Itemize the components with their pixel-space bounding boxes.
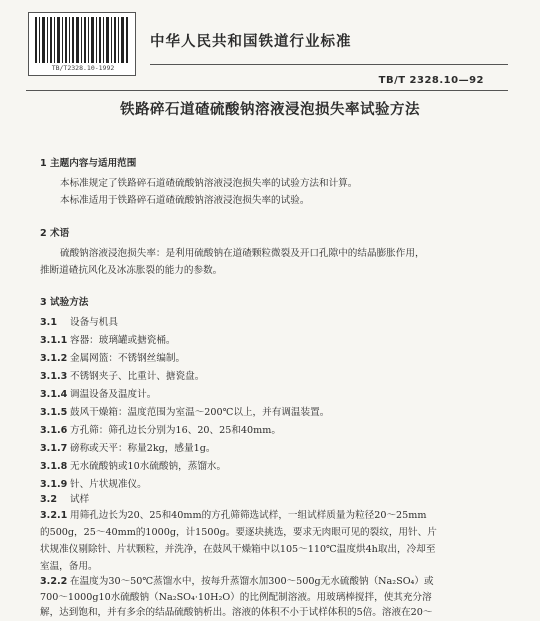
organization-name: 中华人民共和国铁道行业标准 bbox=[150, 34, 352, 50]
subsection-3-2 bbox=[40, 494, 89, 506]
list-item: 3.1.5 鼓风干燥箱：温度范围为室温～200℃以上，并有调温装置。 bbox=[40, 407, 330, 418]
barcode-text: TB/T2328.10-1992 bbox=[51, 64, 115, 72]
section-3-heading: 3 试验方法 bbox=[40, 297, 89, 308]
subsection-title: 设备与机具 bbox=[70, 317, 118, 328]
paragraph-3-2-2-line-1: 3.2.2 在温度为30～50℃蒸馏水中，按每升蒸馏水加300～500g无水硫酸钠（Na₂SO₄）或 bbox=[40, 576, 434, 587]
list-item: 3.1.9 针、片状规准仪。 bbox=[40, 479, 147, 490]
paragraph-3-2-1-line-3: 状规准仪剔除针、片状颗粒，并洗净，在鼓风干燥箱中以105～110℃温度烘4h取出，冷却至 bbox=[40, 544, 436, 555]
subsection-title: 试样 bbox=[70, 494, 90, 505]
subsection-number: 3.1 bbox=[40, 317, 57, 328]
section-2-para-line-2: 推断道碴抗风化及冰冻胀裂的能力的参数。 bbox=[40, 265, 223, 276]
list-item: 3.1.1 容器：玻璃罐或搪瓷桶。 bbox=[40, 335, 176, 346]
paragraph-3-2-1-line-2: 的500g，25～40mm的1000g，计1500g。要逐块挑选，要求无肉眼可见的裂纹，用针、片 bbox=[40, 527, 437, 538]
title-rule bbox=[26, 90, 508, 91]
list-item: 3.1.8 无水硫酸钠或10水硫酸钠，蒸馏水。 bbox=[40, 461, 227, 472]
list-item: 3.1.4 调温设备及温度计。 bbox=[40, 389, 157, 400]
document-title: 铁路碎石道碴硫酸钠溶液浸泡损失率试验方法 bbox=[120, 102, 420, 118]
paragraph-3-2-2-line-2: 700～1000g10水硫酸钠（Na₂SO₄·10H₂O）的比例配制溶液。用玻璃棒搅拌，使其充分溶 bbox=[40, 592, 432, 603]
barcode-stamp bbox=[28, 12, 136, 76]
list-item: 3.1.6 方孔筛：筛孔边长分别为16、20、25和40mm。 bbox=[40, 425, 281, 436]
barcode-icon bbox=[35, 17, 129, 63]
paragraph-3-2-2-line-3: 解，达到饱和，并有多余的结晶硫酸钠析出。溶液的体积不小于试样体积的5倍。溶液在20～ bbox=[40, 607, 433, 618]
list-item: 3.1.7 磅称或天平：称量2kg，感量1g。 bbox=[40, 443, 216, 454]
section-1-para-2: 本标准适用于铁路碎石道碴硫酸钠溶液浸泡损失率的试验。 bbox=[60, 195, 310, 206]
section-2-para-line-1: 硫酸钠溶液浸泡损失率：是利用硫酸钠在道碴颗粒微裂及开口孔隙中的结晶膨胀作用， bbox=[60, 248, 425, 259]
subsection-number: 3.2 bbox=[40, 494, 57, 505]
header-rule bbox=[150, 64, 508, 65]
list-item: 3.1.3 不锈钢夹子、比重计、搪瓷盘。 bbox=[40, 371, 205, 382]
paragraph-3-2-1-line-1: 3.2.1 用筛孔边长为20、25和40mm的方孔筛筛选试样，一组试样质量为粒径20～25mm bbox=[40, 510, 427, 521]
paragraph-3-2-1-line-4: 室温，备用。 bbox=[40, 561, 98, 572]
subsection-3-1 bbox=[40, 317, 118, 329]
section-1-heading: 1 主题内容与适用范围 bbox=[40, 158, 137, 169]
section-2-heading: 2 术语 bbox=[40, 228, 70, 239]
list-item: 3.1.2 金属网篮：不锈钢丝编制。 bbox=[40, 353, 186, 364]
standard-number: TB/T 2328.10—92 bbox=[378, 75, 484, 86]
section-1-para-1: 本标准规定了铁路碎石道碴硫酸钠溶液浸泡损失率的试验方法和计算。 bbox=[60, 178, 358, 189]
